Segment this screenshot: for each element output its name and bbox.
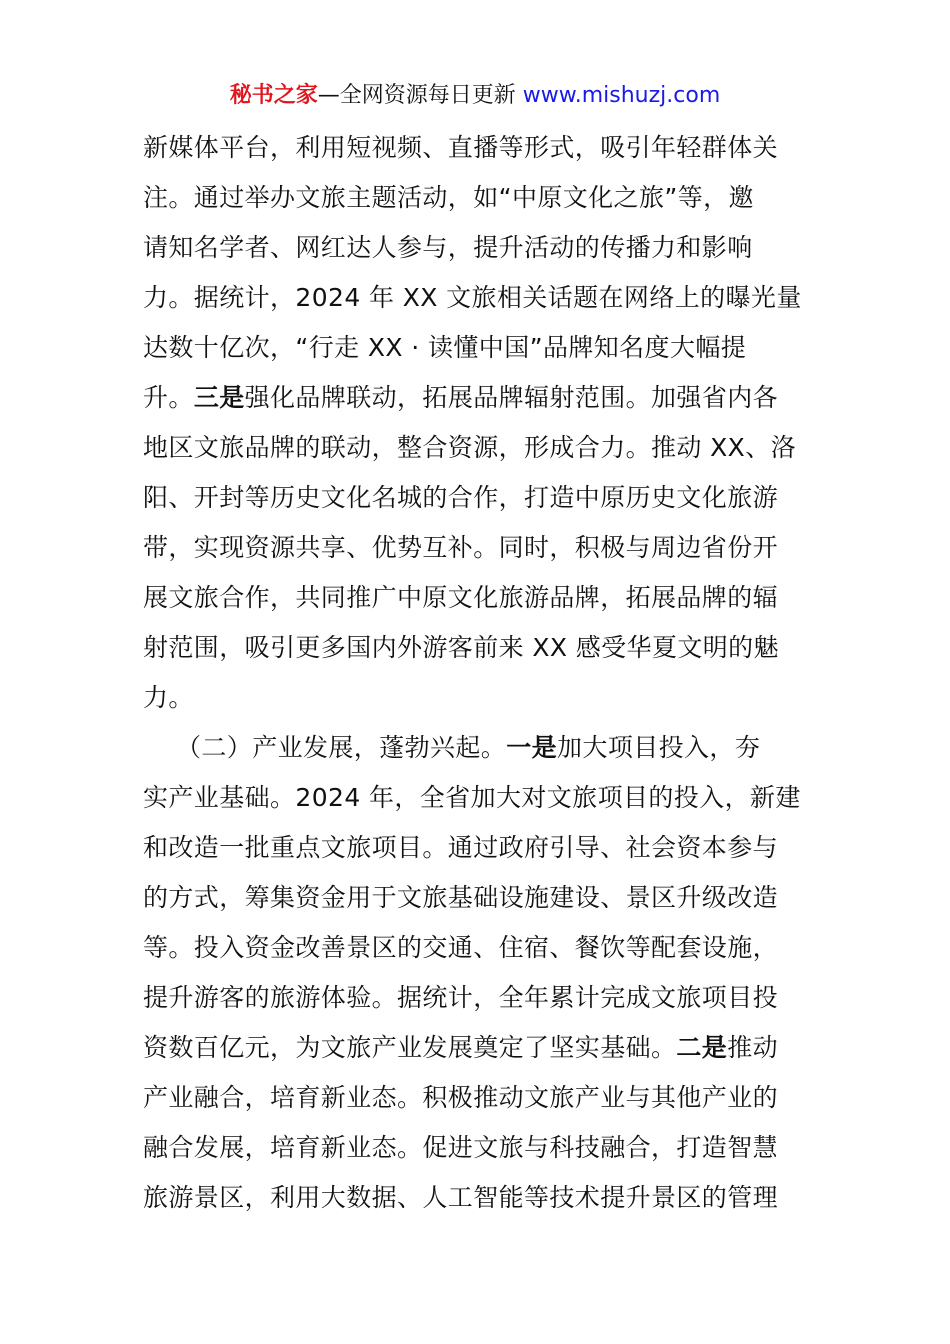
- text-segment: 推动: [727, 1033, 779, 1062]
- text-line: [143, 323, 815, 373]
- text-line: [143, 473, 815, 523]
- text-line: [143, 623, 815, 673]
- text-line: [143, 1073, 815, 1123]
- document-body: [143, 123, 815, 1223]
- text-segment: 提升游客的旅游体验。据统计，全年累计完成文旅项目投: [143, 983, 779, 1012]
- text-segment: 展文旅合作，共同推广中原文化旅游品牌，拓展品牌的辐: [143, 583, 779, 612]
- text-segment: 加大项目投入，夯: [557, 733, 761, 762]
- text-line: [143, 123, 815, 173]
- text-segment: 力。: [143, 683, 194, 712]
- text-line: [143, 673, 815, 723]
- site-brand: 秘书之家: [229, 83, 318, 108]
- text-line: [143, 573, 815, 623]
- text-line: [143, 423, 815, 473]
- text-segment: 等。投入资金改善景区的交通、住宿、餐饮等配套设施，: [143, 933, 779, 962]
- text-line: [143, 1173, 815, 1223]
- text-line: [143, 773, 815, 823]
- text-segment: 射范围，吸引更多国内外游客前来 XX 感受华夏文明的魅: [143, 633, 779, 662]
- site-url-link[interactable]: www.mishuzj.com: [522, 83, 721, 108]
- site-tagline: —全网资源每日更新: [317, 83, 523, 108]
- text-segment: 注。通过举办文旅主题活动，如“中原文化之旅”等，邀: [143, 183, 754, 212]
- text-segment: 资数百亿元，为文旅产业发展奠定了坚实基础。: [143, 1033, 677, 1062]
- bold-text-segment: 一是: [506, 733, 558, 762]
- text-segment: 阳、开封等历史文化名城的合作，打造中原历史文化旅游: [143, 483, 779, 512]
- text-segment: 带，实现资源共享、优势互补。同时，积极与周边省份开: [143, 533, 779, 562]
- text-line: [143, 873, 815, 923]
- text-line: [143, 373, 815, 423]
- text-line: [143, 273, 815, 323]
- text-line: [143, 173, 815, 223]
- text-segment: 地区文旅品牌的联动，整合资源，形成合力。推动 XX、洛: [143, 433, 797, 462]
- text-line: [143, 823, 815, 873]
- text-line: [143, 723, 815, 773]
- text-line: [143, 1023, 815, 1073]
- site-header: [0, 80, 950, 112]
- text-line: [143, 973, 815, 1023]
- text-line: [143, 523, 815, 573]
- text-segment: 产业融合，培育新业态。积极推动文旅产业与其他产业的: [143, 1083, 779, 1112]
- text-segment: （二）产业发展，蓬勃兴起。: [176, 733, 507, 762]
- text-segment: 和改造一批重点文旅项目。通过政府引导、社会资本参与: [143, 833, 779, 862]
- text-segment: 实产业基础。2024 年，全省加大对文旅项目的投入，新建: [143, 783, 801, 812]
- text-segment: 强化品牌联动，拓展品牌辐射范围。加强省内各: [244, 383, 779, 412]
- text-segment: 请知名学者、网红达人参与，提升活动的传播力和影响: [143, 233, 753, 262]
- text-segment: 新媒体平台，利用短视频、直播等形式，吸引年轻群体关: [143, 133, 779, 162]
- text-line: [143, 223, 815, 273]
- bold-text-segment: 三是: [193, 383, 245, 412]
- text-segment: 融合发展，培育新业态。促进文旅与科技融合，打造智慧: [143, 1133, 779, 1162]
- text-line: [143, 1123, 815, 1173]
- text-segment: 的方式，筹集资金用于文旅基础设施建设、景区升级改造: [143, 883, 779, 912]
- text-line: [143, 923, 815, 973]
- bold-text-segment: 二是: [676, 1033, 728, 1062]
- text-segment: 旅游景区，利用大数据、人工智能等技术提升景区的管理: [143, 1183, 779, 1212]
- text-segment: 升。: [143, 383, 194, 412]
- text-segment: 力。据统计，2024 年 XX 文旅相关话题在网络上的曝光量: [143, 283, 802, 312]
- text-segment: 达数十亿次，“行走 XX · 读懂中国”品牌知名度大幅提: [143, 333, 747, 362]
